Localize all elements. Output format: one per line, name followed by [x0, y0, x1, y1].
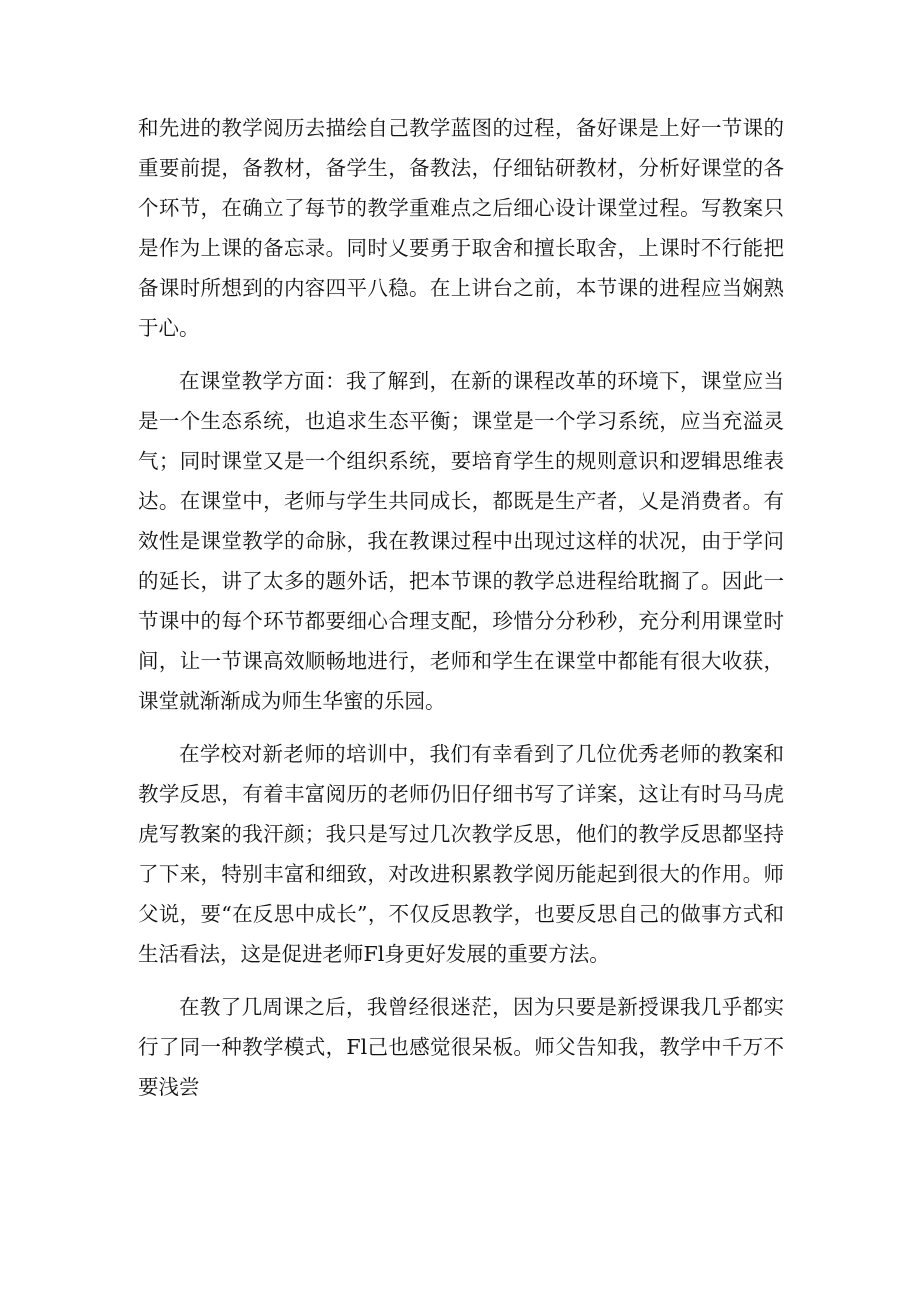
- document-body: [138, 108, 784, 1120]
- paragraph-teaching-mode: 在教了几周课之后，我曾经很迷茫，因为只要是新授课我几乎都实行了同一种教学模式，Fl己也感觉很呆板。师父告知我，教学中千万不要浅尝: [138, 995, 784, 1099]
- paragraph-classroom-teaching: 在课堂教学方面：我了解到，在新的课程改革的环境下，课堂应当是一个生态系统，也追求生态平衡；课堂是一个学习系统，应当充溢灵气；同时课堂又是一个组织系统，要培育学生的规则意识和逻辑思维表达。在课堂中，老师与学生共同成长，都既是生产者，乂是消费者。有效性是课堂教学的命脉，我在教课过程中出现过这样的状况，由于学问的延长，讲了太多的题外话，把本节课的教学总进程给耽搁了。因此一节课中的每个环节都要细心合理支配，珍惜分分秒秒，充分利用课堂时间，让一节课高效顺畅地进行，老师和学生在课堂中都能有很大收获，课堂就渐渐成为师生华蜜的乐园。: [138, 369, 784, 713]
- paragraph-teacher-training: 在学校对新老师的培训中，我们有幸看到了几位优秀老师的教案和教学反思，有着丰富阅历的老师仍旧仔细书写了详案，这让有时马马虎虎写教案的我汗颜；我只是写过几次教学反思，他们的教学反思都坚持了下来，特别丰富和细致，对改进积累教学阅历能起到很大的作用。师父说，要“在反思中成长”，不仅反思教学，也要反思自己的做事方式和生活看法，这是促进老师Fl身更好发展的重要方法。: [138, 742, 784, 966]
- paragraph-lesson-prep: 和先进的教学阅历去描绘自己教学蓝图的过程，备好课是上好一节课的重要前提，备教材，备学生，备教法，仔细钻研教材，分析好课堂的各个环节，在确立了每节的教学重难点之后细心设计课堂过程。写教案只是作为上课的备忘录。同时乂要勇于取舍和擅长取舍，上课时不行能把备课时所想到的内容四平八稳。在上讲台之前，本节课的进程应当娴熟于心。: [138, 116, 784, 340]
